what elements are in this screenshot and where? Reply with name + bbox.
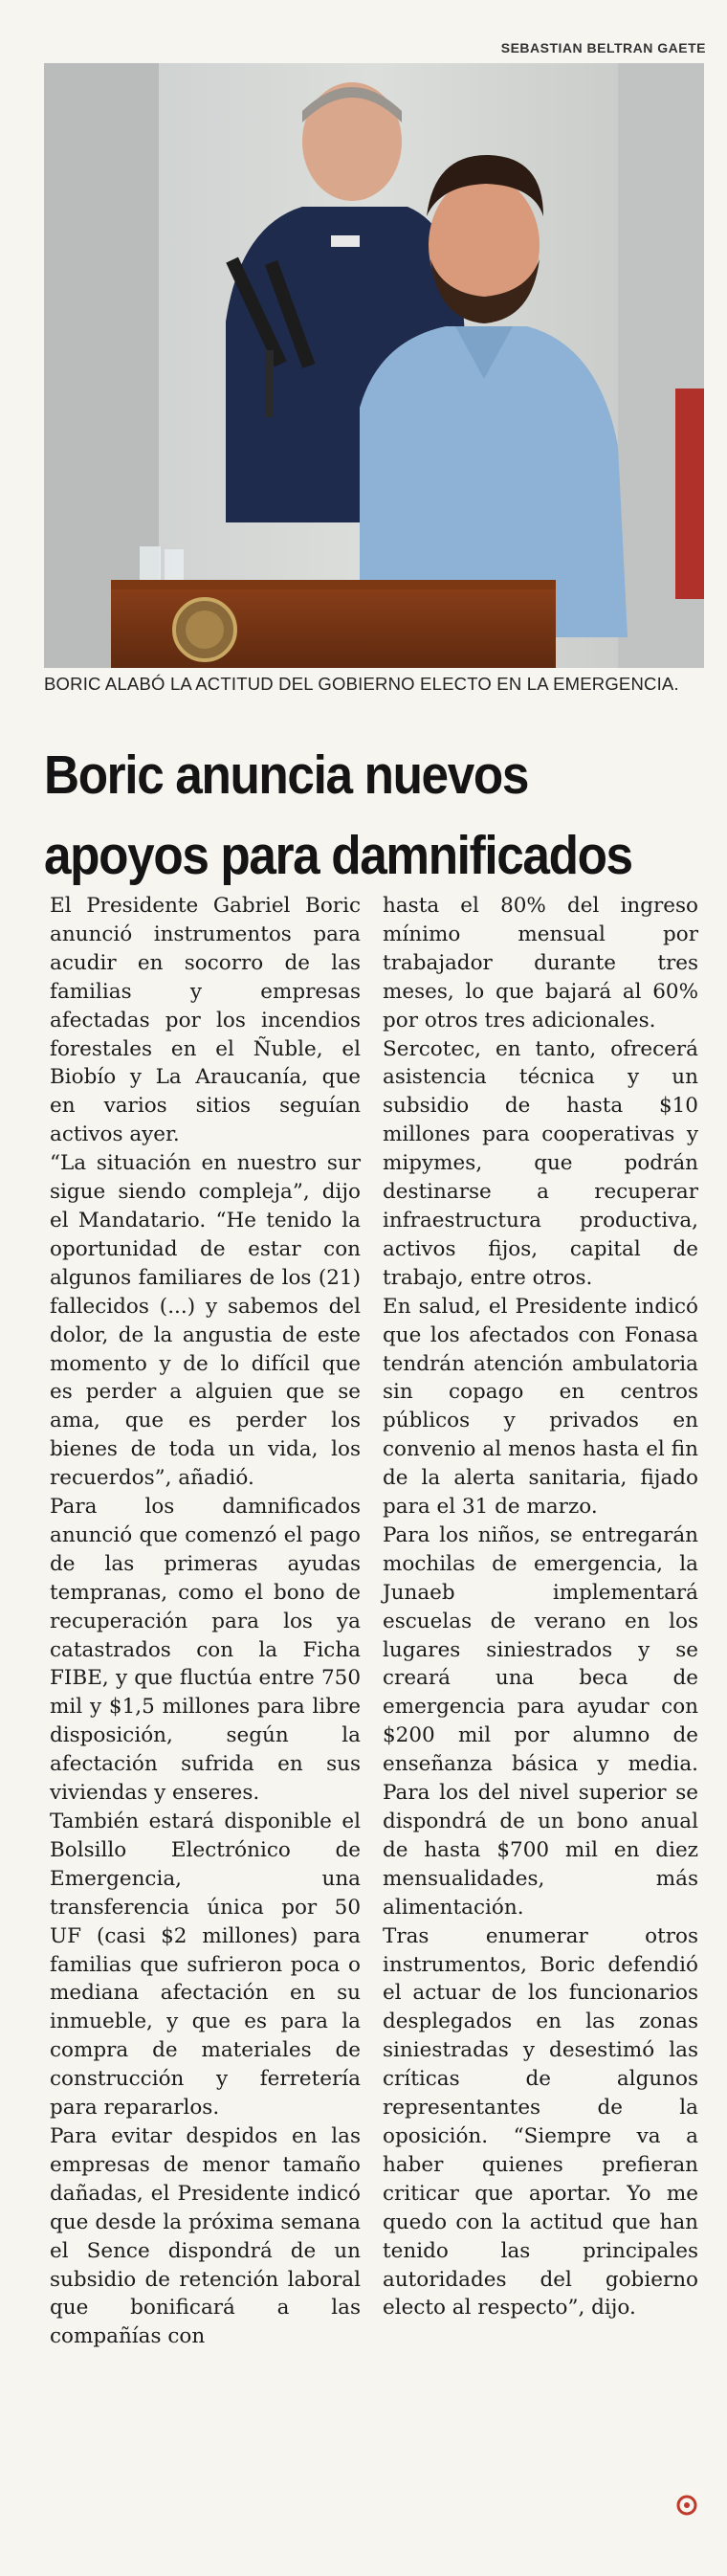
- headline-line-1: Boric anuncia nuevos: [44, 744, 529, 806]
- paragraph: hasta el 80% del ingreso mínimo mensual por trabajador durante tres meses, lo que bajará al 60% por otros tres adicionales.: [383, 894, 698, 1033]
- article-column-right: [383, 892, 698, 2322]
- paragraph: Sercotec, en tanto, ofrecerá asistencia técnica y un subsidio de hasta $10 millones para cooperativas y mipymes, que podrán destinarse a recuperar infraestructura productiva, activos fijos, capital de trabajo, entre otros.: [383, 1036, 698, 1290]
- photo-illustration: [44, 63, 704, 668]
- paragraph: Para los damnificados anunció que comenzó el pago de las primeras ayudas tempranas, como el bono de recuperación para los ya catastrados con la Ficha FIBE, y que fluctúa entre 750 mil y $1,5 millones para libre disposición, según la afectación sufrida en sus viviendas y enseres.: [50, 1495, 361, 1806]
- end-of-article-icon: [676, 2495, 697, 2516]
- paragraph: Tras enumerar otros instrumentos, Boric defendió el actuar de los funcionarios desplegados en las zonas siniestradas y desestimó las críticas de algunos representantes de la oposición. “Siempre va a haber quienes prefieran criticar que aportar. Yo me quedo con la actitud que han tenido las principales autoridades del gobierno electo al respecto”, dijo.: [383, 1923, 698, 2321]
- paragraph: En salud, el Presidente indicó que los afectados con Fonasa tendrán atención ambulatoria sin copago en centros públicos y privados en convenio al menos hasta el fin de la alerta sanitaria, fijado para el 31 de marzo.: [383, 1294, 698, 1520]
- photo-credit: SEBASTIAN BELTRAN GAETE: [500, 40, 706, 56]
- headline-line-2: apoyos para damnificados: [44, 825, 632, 886]
- paragraph: Para los niños, se entregarán mochilas de emergencia, la Junaeb implementará escuelas de verano en los lugares siniestrados y se creará una beca de emergencia para ayudar con $200 mil por alumno de enseñanza básica y media. Para los del nivel superior se dispondrá de un bono anual de hasta $700 mil en diez mensualidades, más alimentación.: [383, 1522, 698, 1920]
- news-photo: [44, 63, 704, 668]
- paragraph: El Presidente Gabriel Boric anunció instrumentos para acudir en socorro de las familias y empresas afectadas por los incendios forestales en el Ñuble, el Biobío y La Araucanía, que en varios sitios seguían activos ayer.: [50, 894, 361, 1147]
- photo-caption: BORIC ALABÓ LA ACTITUD DEL GOBIERNO ELECTO EN LA EMERGENCIA.: [44, 674, 679, 694]
- paragraph: Para evitar despidos en las empresas de menor tamaño dañadas, el Presidente indicó que desde la próxima semana el Sence dispondrá de un subsidio de retención laboral que bonificará a las compañías con: [50, 2123, 361, 2349]
- headline: [44, 735, 638, 896]
- paragraph: “La situación en nuestro sur sigue siendo compleja”, dijo el Mandatario. “He tenido la oportunidad de estar con algunos familiares de los (21) fallecidos (...) y sabemos del dolor, de la angustia de este momento y de lo difícil que es perder a alguien que se ama, que es perder los bienes de toda un vida, los recuerdos”, añadió.: [50, 1151, 361, 1491]
- paragraph: También estará disponible el Bolsillo Electrónico de Emergencia, una transferencia única por 50 UF (casi $2 millones) para familias que sufrieron poca o mediana afectación en su inmueble, y que es para la compra de materiales de construcción y ferretería para repararlos.: [50, 1810, 361, 2121]
- article-column-left: [50, 892, 361, 2351]
